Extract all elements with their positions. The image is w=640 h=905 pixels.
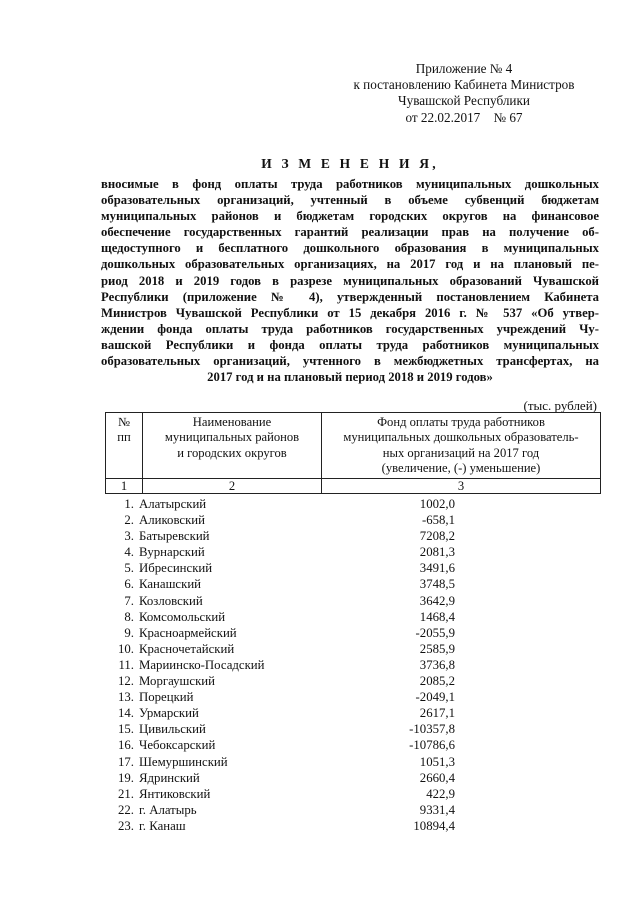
municipality-name: Урмарский [139,706,199,721]
header-fund: Фонд оплаты труда работников муниципальных дошкольных образователь- ных организаций на 2017 год (увеличение, (-) уменьшение) [322,413,601,479]
subtitle-line: вносимые в фонд оплаты труда работников муниципальных дошкольных [101,177,599,191]
fund-change-value: 3736,8 [419,657,455,672]
document-title: И З М Е Н Е Н И Я, [261,156,439,171]
fund-change-value: 2617,1 [419,706,455,721]
column-number-2: 2 [143,478,322,493]
table-row [105,560,601,576]
subtitle-line: Республики (приложение № 4), утвержденный постановлением Кабинета [101,289,599,304]
subtitle-line: муниципальных районов и бюджетам городских округов на финансовое [101,209,599,224]
municipality-name: Порецкий [139,690,194,705]
municipality-name: Канашский [139,577,202,592]
municipality-name: Комсомольский [139,609,226,624]
fund-change-value: 3748,5 [419,577,455,592]
subtitle-line: вашской Республики и фонда оплаты труда работников муниципальных [101,337,599,352]
row-number: 19. [118,770,134,785]
table-row [105,737,601,753]
municipality-name: Алатырский [139,497,207,511]
table-row [105,673,601,689]
row-number: 3. [124,529,134,544]
row-number: 12. [118,674,134,689]
municipality-name: Вурнарский [139,545,205,560]
header-name: Наименование муниципальных районов и городских округов [143,413,322,479]
municipality-name: Козловский [139,593,203,608]
row-number: 7. [124,593,134,608]
fund-change-value: -10786,6 [409,738,455,753]
subtitle-line: щедоступного и бесплатного дошкольного образования в муниципальных [101,241,599,256]
municipality-name: Ядринский [139,770,200,785]
header-number: № пп [106,413,143,479]
row-number: 15. [118,722,134,737]
municipality-name: Красночетайский [139,641,235,656]
table-header [105,412,601,494]
appendix-date: от 22.02.2017 № 67 [405,109,523,125]
fund-change-value: 1468,4 [419,609,455,624]
fund-change-value: -10357,8 [409,722,455,737]
municipality-name: г. Алатырь [139,802,197,817]
fund-change-value: -658,1 [421,513,455,528]
fund-change-value: 3491,6 [419,561,455,576]
municipality-name: Цивильский [139,722,206,737]
subtitle-line: дошкольных образовательных организациях, на 2017 год и на плановый пе- [101,257,599,272]
table-row [105,544,601,560]
municipality-name: Мариинско-Посадский [139,657,265,672]
row-number: 8. [124,609,134,624]
table-row [105,705,601,721]
municipality-name: Шемуршинский [139,754,228,769]
fund-change-value: 1002,0 [419,497,455,511]
table-row [105,593,601,609]
appendix-republic: Чувашской Республики [398,93,530,109]
table-row [105,770,601,786]
table-row [105,754,601,770]
fund-change-value: 2085,2 [419,674,455,689]
row-number: 13. [118,690,134,705]
fund-change-value: 10894,4 [413,818,455,833]
municipality-name: Батыревский [139,529,210,544]
row-number: 23. [118,818,134,833]
municipality-name: Моргаушский [139,674,215,689]
municipality-name: г. Канаш [139,818,186,833]
table-row [105,786,601,802]
row-number: 4. [124,545,134,560]
row-number: 14. [118,706,134,721]
municipality-name: Ибресинский [139,561,213,576]
table-row [105,528,601,544]
municipality-name: Янтиковский [139,786,211,801]
table-row [105,721,601,737]
fund-change-value: 7208,2 [419,529,455,544]
appendix-number: Приложение № 4 [415,61,513,76]
row-number: 21. [118,786,134,801]
fund-change-value: 2585,9 [419,641,455,656]
table-row [105,818,601,834]
subtitle-line: ждении фонда оплаты труда работников государственных учреждений Чу- [101,321,599,336]
row-number: 17. [118,754,134,769]
appendix-resolution: к постановлению Кабинета Министров [353,77,575,93]
row-number: 6. [124,577,134,592]
table-row [105,496,601,512]
row-number: 10. [118,641,134,656]
subtitle-line: образовательных организаций, учтенного в межбюджетных трансфертах, на [101,354,599,369]
municipality-name: Аликовский [139,513,206,528]
fund-change-value: 2081,3 [419,545,455,560]
fund-change-value: 3642,9 [419,593,455,608]
fund-change-value: 9331,4 [419,802,455,817]
row-number: 2. [124,513,134,528]
table-row [105,625,601,641]
column-number-1: 1 [106,478,143,493]
row-number: 1. [124,497,134,511]
row-number: 22. [118,802,134,817]
fund-change-value: -2049,1 [415,690,455,705]
document-subtitle [101,176,599,385]
row-number: 9. [124,625,134,640]
subtitle-line: Министров Чувашской Республики от 15 декабря 2016 г. № 537 «Об утвер- [101,305,599,320]
subtitle-line: обеспечение государственных гарантий реализации прав на получение об- [101,225,599,240]
fund-change-value: 2660,4 [419,770,455,785]
table-body [105,496,601,834]
column-number-3: 3 [322,478,601,493]
municipality-name: Чебоксарский [139,738,216,753]
row-number: 16. [118,738,134,753]
table-row [105,689,601,705]
table-row [105,802,601,818]
fund-change-value: -2055,9 [415,625,455,640]
row-number: 5. [124,561,134,576]
appendix-block [330,61,598,126]
fund-change-value: 1051,3 [419,754,455,769]
table-row [105,609,601,625]
subtitle-line: риод 2018 и 2019 годов в разрезе муниципальных образований Чувашской [101,273,599,288]
municipality-name: Красноармейский [139,625,237,640]
table-row [105,576,601,592]
row-number: 11. [118,657,134,672]
table-row [105,641,601,657]
units-label: (тыс. рублей) [523,398,597,413]
table-row [105,657,601,673]
subtitle-line: образовательных организаций, учтенный в объеме субвенций бюджетам [101,193,599,208]
table-row [105,512,601,528]
fund-change-value: 422,9 [426,786,455,801]
subtitle-line: 2017 год и на плановый период 2018 и 2019 годов» [207,370,493,385]
